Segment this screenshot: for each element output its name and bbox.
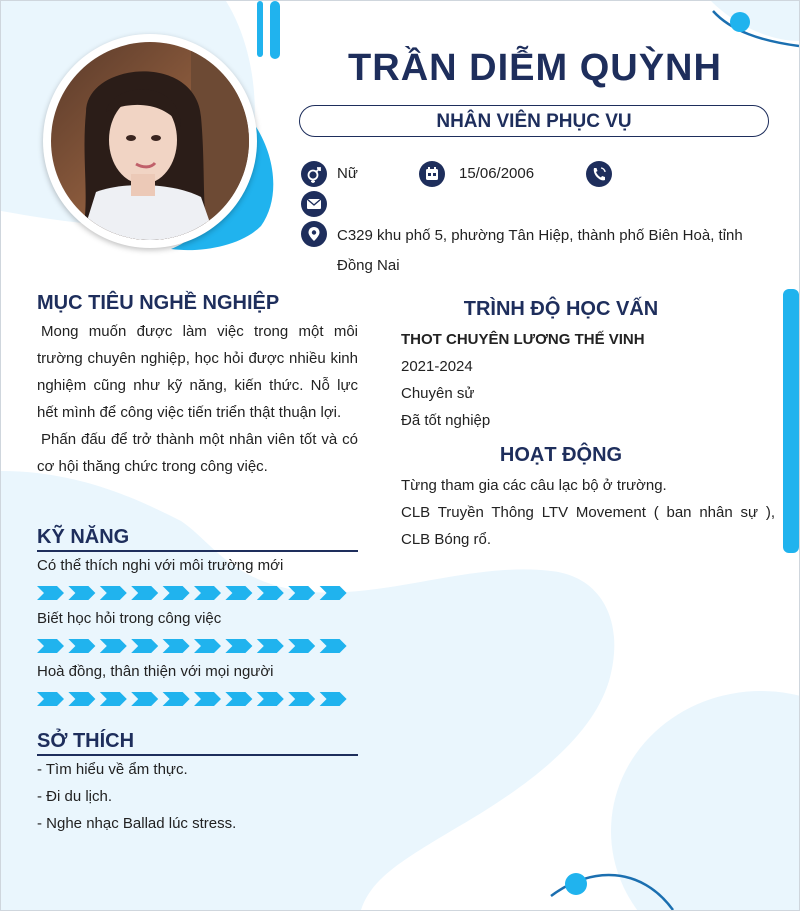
skill-chevron bbox=[320, 586, 347, 600]
skill-label: Hoà đồng, thân thiện với mọi người bbox=[37, 663, 274, 680]
skill-chevron bbox=[68, 586, 95, 600]
skill-chevron bbox=[131, 692, 158, 706]
hobby-item: - Tìm hiểu về ẩm thực. bbox=[37, 761, 188, 778]
hobby-item: - Đi du lịch. bbox=[37, 788, 113, 805]
skill-chevron bbox=[194, 639, 221, 653]
education-years: 2021-2024 bbox=[401, 358, 473, 375]
objective-paragraph-2: Phấn đấu để trở thành một nhân viên tốt và có cơ hội thăng chức trong công việc. bbox=[37, 431, 358, 475]
skill-chevron bbox=[37, 639, 64, 653]
skill-chevron bbox=[257, 639, 284, 653]
skill-chevron bbox=[225, 639, 252, 653]
skill-chevron bbox=[288, 692, 315, 706]
skill-chevron bbox=[100, 639, 127, 653]
skill-chevron bbox=[225, 586, 252, 600]
avatar-photo bbox=[51, 42, 249, 240]
skill-chevron bbox=[163, 692, 190, 706]
calendar-icon bbox=[419, 161, 445, 187]
skill-label: Có thể thích nghi với môi trường mới bbox=[37, 557, 284, 574]
skill-chevron bbox=[194, 692, 221, 706]
skill-chevron bbox=[257, 692, 284, 706]
candidate-name: TRẦN DIỄM QUỲNH bbox=[348, 47, 722, 89]
skill-chevron bbox=[131, 586, 158, 600]
skill-chevron bbox=[288, 586, 315, 600]
education-status: Đã tốt nghiệp bbox=[401, 412, 491, 429]
objective-heading: MỤC TIÊU NGHỀ NGHIỆP bbox=[37, 292, 280, 314]
activity-line: Từng tham gia các câu lạc bộ ở trường. bbox=[401, 477, 667, 494]
education-heading: TRÌNH ĐỘ HỌC VẤN bbox=[463, 298, 659, 320]
objective-paragraph-1: Mong muốn được làm việc trong một môi trường chuyên nghiệp, học hỏi được nhiều kinh nghiệm cũng như kỹ năng, kiến thức. Nỗ lực hết mình để công việc tiến triển thật thuận lợi. bbox=[37, 323, 358, 421]
hobbies-heading: SỞ THÍCH bbox=[37, 730, 135, 752]
skill-level-bar bbox=[37, 691, 357, 707]
gender-icon bbox=[301, 161, 327, 187]
skill-chevron bbox=[100, 586, 127, 600]
skill-chevron bbox=[68, 639, 95, 653]
skills-heading: KỸ NĂNG bbox=[37, 526, 130, 548]
skill-chevron bbox=[131, 639, 158, 653]
skills-divider bbox=[37, 550, 358, 552]
email-icon bbox=[301, 191, 327, 217]
skill-chevron bbox=[68, 692, 95, 706]
birthdate-value: 15/06/2006 bbox=[459, 165, 535, 182]
skill-level-bar bbox=[37, 638, 357, 654]
hobby-item: - Nghe nhạc Ballad lúc stress. bbox=[37, 815, 237, 832]
activity-line: CLB Truyền Thông LTV Movement ( ban nhân sự ), CLB Bóng rổ. bbox=[401, 504, 775, 548]
hobbies-divider bbox=[37, 754, 358, 756]
skill-label: Biết học hỏi trong công việc bbox=[37, 610, 222, 627]
skill-chevron bbox=[37, 586, 64, 600]
skill-chevron bbox=[288, 639, 315, 653]
location-icon bbox=[301, 221, 327, 247]
skill-chevron bbox=[194, 586, 221, 600]
skill-chevron bbox=[37, 692, 64, 706]
gender-value: Nữ bbox=[337, 165, 358, 182]
skill-chevron bbox=[163, 639, 190, 653]
address-value: C329 khu phố 5, phường Tân Hiệp, thành phố Biên Hoà, tỉnh Đồng Nai bbox=[337, 227, 743, 274]
skill-level-bar bbox=[37, 585, 357, 601]
education-major: Chuyên sử bbox=[401, 385, 475, 402]
phone-icon bbox=[586, 161, 612, 187]
skill-chevron bbox=[320, 639, 347, 653]
skill-chevron bbox=[100, 692, 127, 706]
activities-heading: HOẠT ĐỘNG bbox=[499, 444, 623, 466]
skill-chevron bbox=[163, 586, 190, 600]
skill-chevron bbox=[320, 692, 347, 706]
education-school: THOT CHUYÊN LƯƠNG THẾ VINH bbox=[401, 331, 645, 348]
skill-chevron bbox=[225, 692, 252, 706]
position-title: NHÂN VIÊN PHỤC VỤ bbox=[299, 105, 769, 137]
skill-chevron bbox=[257, 586, 284, 600]
